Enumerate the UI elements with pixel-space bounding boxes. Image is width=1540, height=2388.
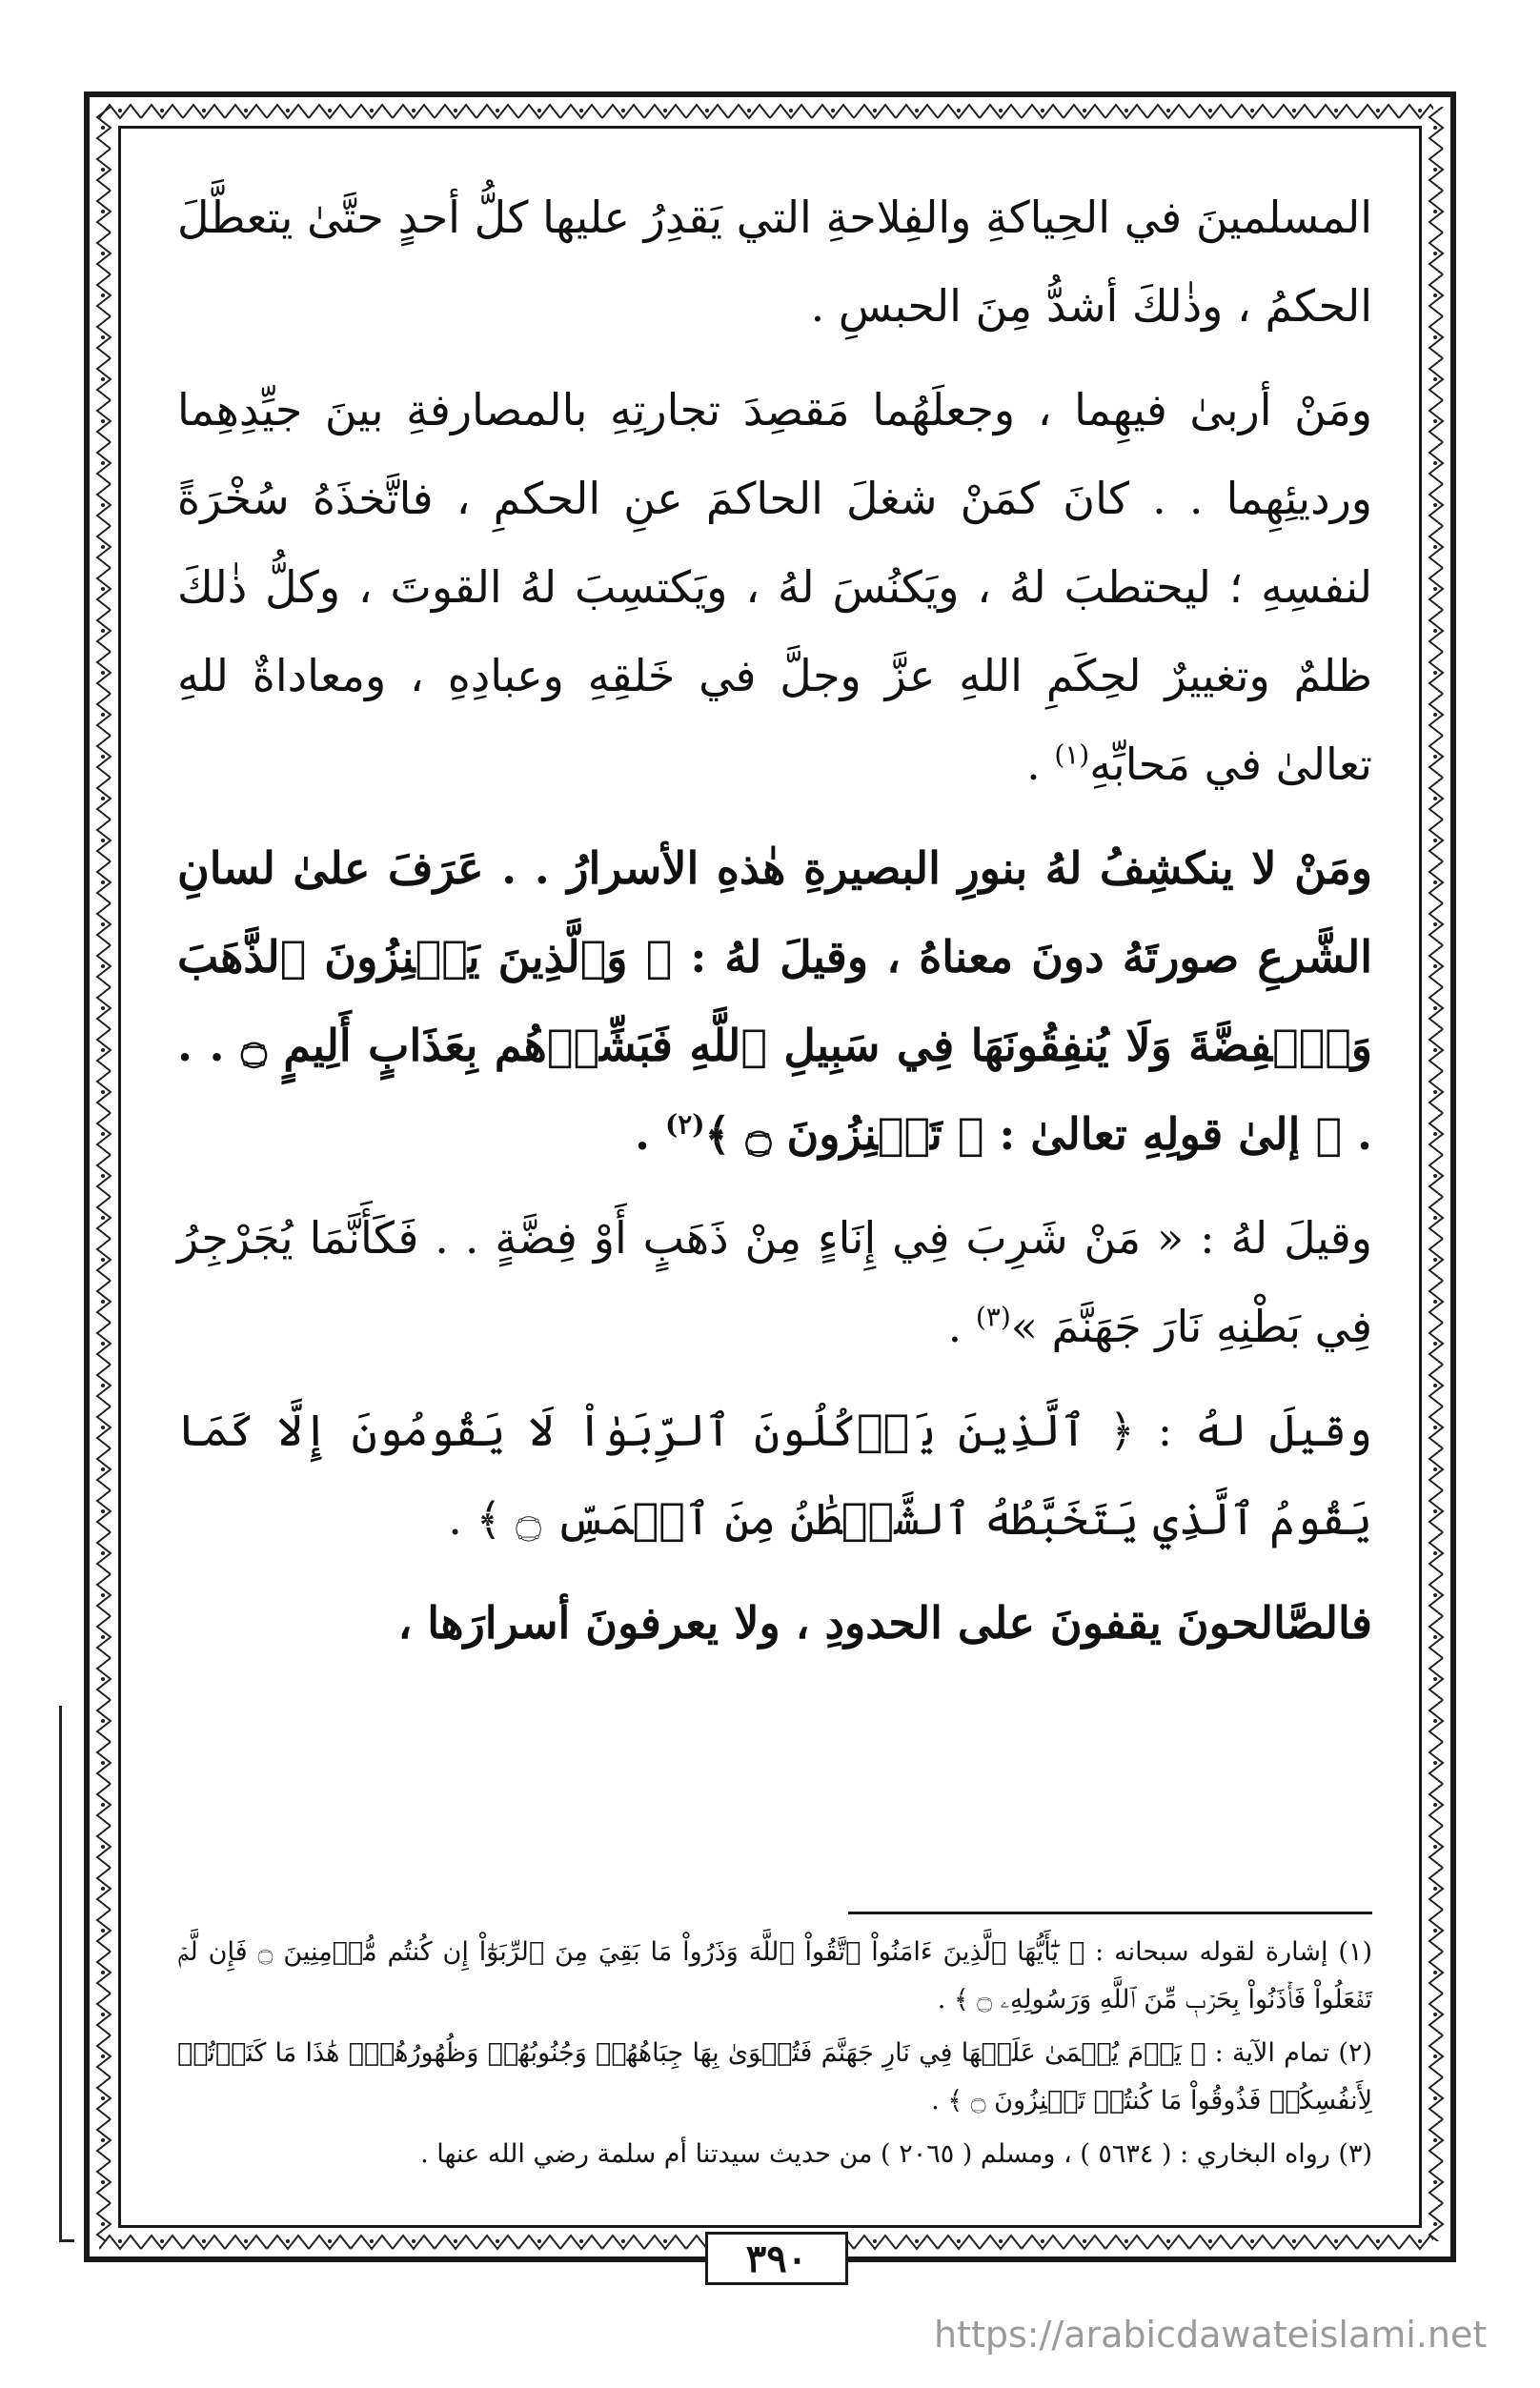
ornament-band-left — [93, 107, 114, 2247]
page-edge-line — [59, 1706, 62, 2239]
ornament-band-right — [1426, 107, 1447, 2247]
footnotes — [177, 1929, 1372, 2184]
ornament-left-pattern — [93, 107, 114, 2241]
paragraph-1 — [177, 173, 1372, 351]
paragraph-6 — [177, 1579, 1372, 1668]
paragraph-text: فالصَّالحونَ يقفونَ على الحدودِ ، ولا يعرفونَ أسرارَها ، — [397, 1597, 1372, 1649]
footnote-marker: (١) — [1054, 739, 1090, 771]
ornament-top-pattern — [99, 101, 1433, 122]
paragraph-text: ومَنْ لا ينكشِفُ لهُ بنورِ البصيرةِ هٰذهِ الأسرارُ . . عَرَفَ علىٰ لسانِ الشَّرعِ صورتَهُ دونَ معناهُ ، وقيلَ لهُ : ﴿ وَٱلَّذِينَ يَكۡنِزُونَ ٱلذَّهَبَ وَٱلۡفِضَّةَ وَلَا يُنفِقُونَهَا فِي سَبِيلِ ٱللَّهِ فَبَشِّرۡهُم بِعَذَابٍ أَلِيمٍ ۝ . . . ﴾ إلىٰ قولِهِ تعالىٰ : ﴿ تَكۡنِزُونَ ۝ ﴾ — [177, 842, 1372, 1160]
footnote-separator — [848, 1912, 1372, 1914]
paragraph-text: وقيلَ لهُ : « مَنْ شَرِبَ فِي إِنَاءٍ مِنْ ذَهَبٍ أَوْ فِضَّةٍ . . فَكَأَنَّمَا يُجَرْجِرُ فِي بَطْنِهِ نَارَ جَهَنَّمَ » — [177, 1212, 1372, 1352]
paragraph-text: وقيلَ لهُ : ﴿ ٱلَّذِينَ يَأۡكُلُونَ ٱلرِّبَوٰاْ لَا يَقُومُونَ إِلَّا كَمَا يَقُومُ ٱلَّذِي يَتَخَبَّطُهُ ٱلشَّيۡطَٰنُ مِنَ ٱلۡمَسِّ ۝ ﴾ . — [177, 1405, 1372, 1545]
paragraph-5 — [177, 1386, 1372, 1564]
watermark-url: https://arabicdawateislami.net — [934, 2314, 1488, 2356]
page-frame — [84, 91, 1456, 2281]
footnote-2: (٢) تمام الآية : ﴿ يَوۡمَ يُحۡمَىٰ عَلَيۡهَا فِي نَارِ جَهَنَّمَ فَتُكۡوَىٰ بِهَا جِبَاهُهُمۡ وَجُنُوبُهُمۡ وَظُهُورُهُمۡۖ هَٰذَا مَا كَنَزۡتُمۡ لِأَنفُسِكُمۡ فَذُوقُواْ مَا كُنتُمۡ تَكۡنِزُونَ ۝ ﴾ . — [177, 2038, 1372, 2115]
footnote-marker: (٣) — [975, 1301, 1011, 1333]
main-text — [177, 173, 1372, 1683]
footnote-marker: (٢) — [665, 1108, 705, 1141]
page-edge-tick — [59, 2239, 74, 2242]
paragraph-text: المسلمينَ في الحِياكةِ والفِلاحةِ التي يَقدِرُ عليها كلُّ أحدٍ حتَّىٰ يتعطَّلَ الحكمُ ، وذٰلكَ أشدُّ مِنَ الحبسِ . — [177, 192, 1372, 332]
footnote-1: (١) إشارة لقوله سبحانه : ﴿ يَٰٓأَيُّهَا ٱلَّذِينَ ءَامَنُواْ ٱتَّقُواْ ٱللَّهَ وَذَرُواْ مَا بَقِيَ مِنَ ٱلرِّبَوٰٓاْ إِن كُنتُم مُّؤۡمِنِينَ ۝ فَإِن لَّمۡ تَفۡعَلُواْ فَأۡذَنُواْ بِحَرۡبٖ مِّنَ ٱللَّهِ وَرَسُولِهِۦ ۝ ﴾ . — [177, 1937, 1372, 2014]
paragraph-end: . — [1026, 739, 1055, 790]
paragraph-4 — [177, 1194, 1372, 1371]
ornament-band-top — [99, 101, 1441, 122]
paragraph-text: ومَنْ أربىٰ فيهِما ، وجعلَهُما مَقصِدَ تجارتِهِ بالمصارفةِ بينَ جيِّدِهِما ورديئِهِما . . كانَ كمَنْ شغلَ الحاكمَ عنِ الحكمِ ، فاتَّخذَهُ سُخْرَةً لنفسِهِ ؛ ليحتطبَ لهُ ، ويَكنُسَ لهُ ، ويَكتسِبَ لهُ القوتَ ، وكلُّ ذٰلكَ ظلمٌ وتغييرٌ لحِكَمِ اللهِ عزَّ وجلَّ في خَلقِهِ وعبادِهِ ، ومعاداةٌ للهِ تعالىٰ في مَحابِّهِ — [177, 384, 1372, 790]
paragraph-3 — [177, 824, 1372, 1179]
page-number: ٣٩٠ — [705, 2232, 848, 2285]
footnote-3: (٣) رواه البخاري : ( ٥٦٣٤ ) ، ومسلم ( ٢٠٦٥ ) من حديث سيدتنا أم سلمة رضي الله عنها . — [420, 2139, 1372, 2169]
paragraph-end: . — [947, 1301, 976, 1352]
paragraph-2 — [177, 366, 1372, 809]
ornament-right-pattern — [1426, 107, 1447, 2241]
paragraph-end: . — [634, 1108, 665, 1160]
